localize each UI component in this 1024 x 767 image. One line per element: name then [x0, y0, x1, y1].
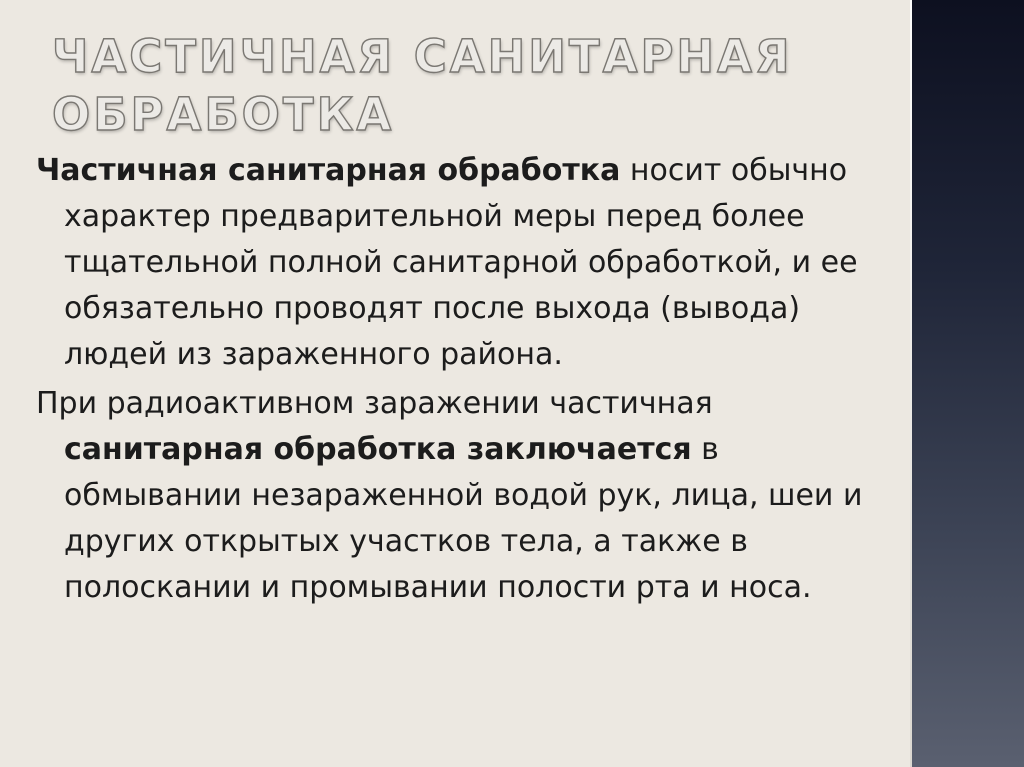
slide-title: ЧАСТИЧНАЯ САНИТАРНАЯ ОБРАБОТКА: [52, 30, 793, 141]
slide-body: [36, 148, 896, 614]
paragraph-2-intro: При радиоактивном заражении частичная: [36, 386, 713, 421]
paragraph-2: [36, 381, 896, 611]
paragraph-1-text: носит обычно характер предварительной меры перед более тщательной полной санитарной обработкой, и ее обязательно проводят после выхода (вывода) людей из зараженного района.: [64, 153, 858, 372]
paragraph-1-bold-lead: Частичная санитарная обработка: [36, 153, 621, 188]
paragraph-2-text: в обмывании незараженной водой рук, лица, шеи и других открытых участков тела, а также в полоскании и промывании полости рта и носа.: [64, 432, 863, 605]
paragraph-2-bold: санитарная обработка заключается: [64, 432, 692, 467]
decorative-side-band: [912, 0, 1024, 767]
paragraph-1: [36, 148, 896, 378]
